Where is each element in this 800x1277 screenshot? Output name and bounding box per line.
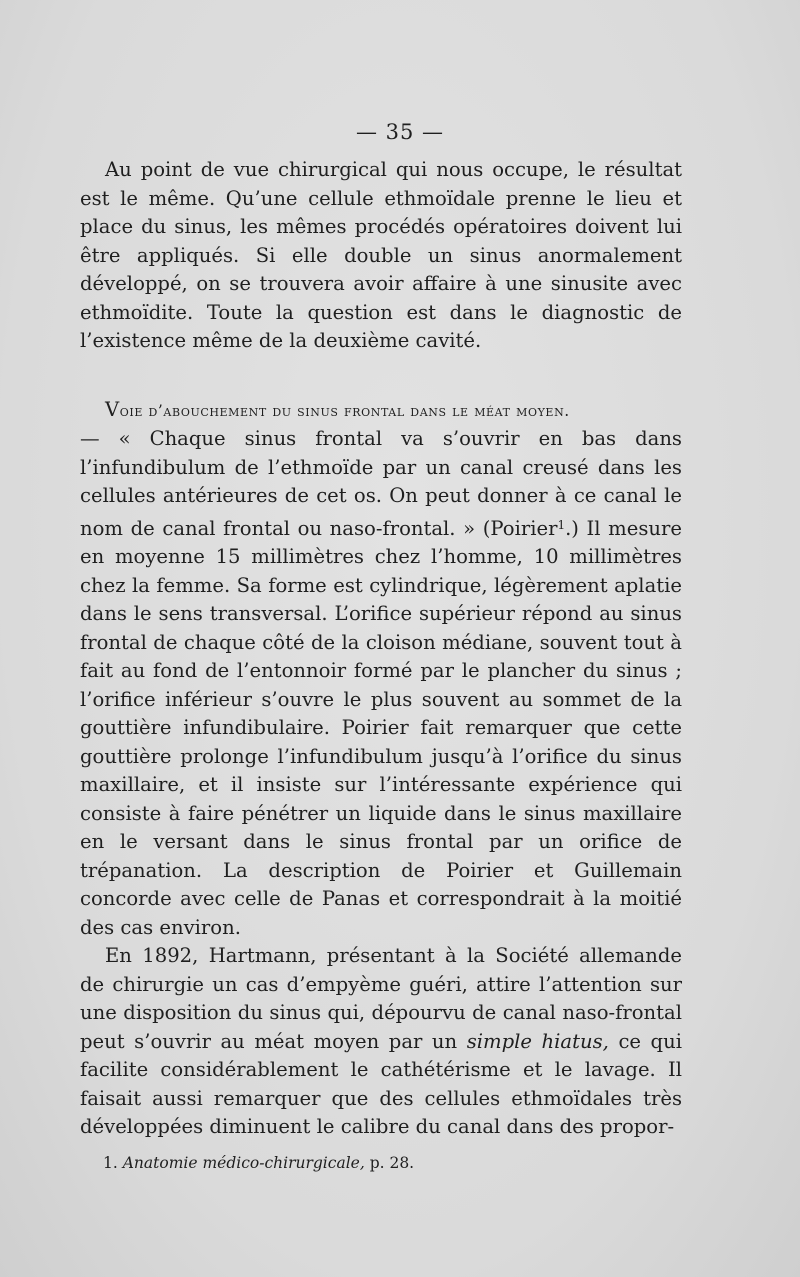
main-text (80, 156, 682, 1142)
footnote-number: 1. (103, 1154, 118, 1172)
paragraph-hartmann (80, 942, 682, 1142)
paragraph-poirier-continued: .) Il mesure en moyenne 15 millimètres chez l’homme, 10 millimètres chez la femme. Sa forme est cylindrique, légèrement aplatie dans le sens transversal. L’orifice supérieur répond au sinus frontal de chaque côté de la cloison médiane, souvent tout à fait au fond de l’entonnoir formé par le plancher du sinus ; l’orifice inférieur s’ouvre le plus souvent au sommet de la gouttière infundibulaire. Poirier fait remarquer que cette gouttière prolonge l’infundibulum jusqu’à l’orifice du sinus maxillaire, et il insiste sur l’intéressante expérience qui consiste à faire pénétrer un liquide dans le sinus maxillaire en le versant dans le sinus frontal par un orifice de trépanation. La description de Poirier et Guillemain concorde avec celle de Panas et correspondrait à la moitié des cas environ. (80, 516, 682, 939)
page-number: — 35 — (355, 120, 445, 144)
italic-simple-hiatus: simple hiatus, (466, 1029, 609, 1053)
paragraph-hartmann-text: En 1892, Hartmann, présentant à la Société allemande de chirurgie un cas d’empyème guéri, attire l’attention sur une disposition du sinus qui, dépourvu de canal naso-frontal peut s’ouvrir au méat moyen par un (80, 944, 682, 1053)
section-paragraph-abouchement (80, 396, 682, 943)
footnote-title: Anatomie médico-chirurgicale, (122, 1154, 365, 1172)
footnote-page: p. 28. (369, 1154, 415, 1172)
section-heading: oie d’abouchement du sinus frontal dans le méat moyen. (119, 401, 570, 420)
section-heading-initial: V (105, 397, 120, 421)
footnote (103, 1152, 683, 1174)
paragraph-hartmann-continued: ce qui facilite considérablement le cathétérisme et le lavage. Il faisait aussi remarquer que des cellules ethmoïdales très développées diminuent le calibre du canal dans des propor- (80, 1029, 682, 1138)
paragraph-surgical-result: Au point de vue chirurgical qui nous occupe, le résultat est le même. Qu’une cellule ethmoïdale prenne le lieu et place du sinus, les mêmes procédés opératoires doivent lui être appliqués. Si elle double un sinus anormalement développé, on se trouvera avoir affaire à une sinusite avec ethmoïdite. Toute la question est dans le diagnostic de l’existence même de la deuxième cavité. (80, 158, 682, 352)
footnote-reference: 1 (557, 517, 566, 532)
paragraph-poirier-text: — « Chaque sinus frontal va s’ouvrir en bas dans l’infundibulum de l’ethmoïde par un canal creusé dans les cellules antérieures de cet os. On peut donner à ce canal le nom de canal frontal ou naso-frontal. » (Poirier (80, 427, 682, 540)
